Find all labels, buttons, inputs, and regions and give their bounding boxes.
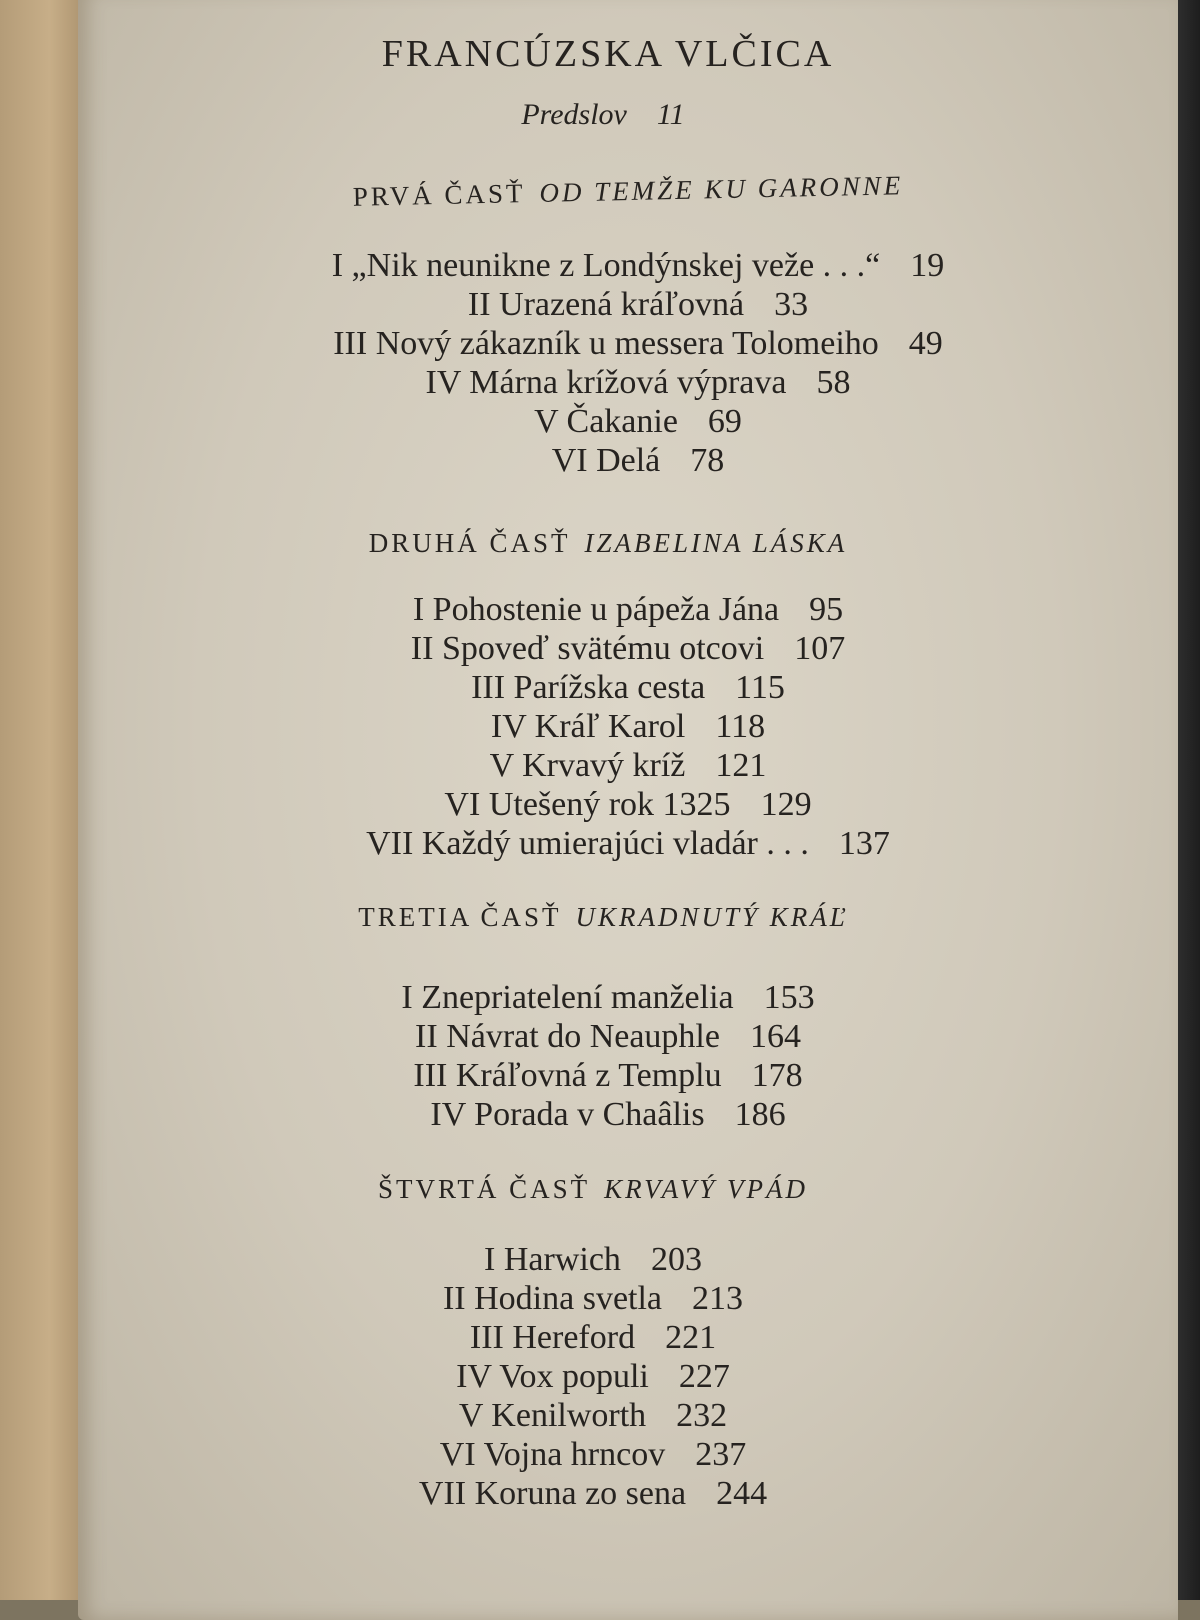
part-heading — [78, 164, 1178, 218]
chapter-number: II — [415, 1018, 438, 1055]
chapter-number: IV — [490, 708, 527, 745]
chapter-page: 137 — [838, 825, 890, 862]
chapter-entry — [58, 1095, 1158, 1134]
part-subtitle: OD TEMŽE KU GARONNE — [539, 170, 904, 208]
preface-page: 11 — [656, 98, 685, 131]
chapter-page: 221 — [665, 1319, 717, 1356]
chapter-entry — [58, 978, 1158, 1017]
book-page — [78, 0, 1178, 1620]
chapter-title: Hodina svetla — [474, 1280, 663, 1317]
chapter-page: 33 — [774, 286, 809, 323]
chapter-page: 244 — [716, 1475, 768, 1512]
chapter-number: V — [534, 403, 559, 440]
chapter-number: II — [467, 286, 491, 323]
part-heading — [58, 528, 1158, 559]
chapter-number: III — [413, 1057, 448, 1094]
chapter-number: IV — [425, 364, 461, 401]
chapter-entry — [43, 1240, 1143, 1279]
chapter-list — [58, 978, 1158, 1134]
part-label: DRUHÁ ČASŤ — [368, 528, 571, 558]
chapter-entry — [43, 1474, 1143, 1513]
chapter-number: I — [401, 979, 413, 1016]
chapter-page: 78 — [690, 442, 725, 479]
part-label: PRVÁ ČASŤ — [352, 178, 526, 212]
chapter-page: 213 — [692, 1280, 744, 1317]
chapter-title: Harwich — [503, 1241, 621, 1278]
chapter-title: Parížska cesta — [513, 669, 706, 706]
chapter-list — [78, 590, 1178, 863]
chapter-number: VII — [418, 1475, 467, 1512]
chapter-entry — [78, 746, 1178, 785]
chapter-page: 164 — [749, 1018, 801, 1055]
chapter-entry — [43, 1357, 1143, 1396]
chapter-title: Porada v Chaâlis — [474, 1096, 705, 1133]
part-subtitle: UKRADNUTÝ KRÁĽ — [575, 902, 848, 932]
chapter-page: 115 — [735, 669, 785, 706]
chapter-entry — [43, 1396, 1143, 1435]
chapter-title: Čakanie — [566, 403, 678, 440]
chapter-page: 227 — [678, 1358, 730, 1395]
chapter-entry — [78, 707, 1178, 746]
part-label: ŠTVRTÁ ČASŤ — [377, 1174, 591, 1204]
chapter-entry — [88, 285, 1188, 324]
chapter-title: Vojna hrncov — [483, 1436, 666, 1473]
chapter-title: Delá — [596, 442, 661, 479]
chapter-number: I — [331, 247, 344, 284]
chapter-page: 58 — [816, 364, 851, 401]
chapter-page: 129 — [760, 786, 812, 823]
chapter-entry — [78, 824, 1178, 863]
chapter-title: Pohostenie u pápeža Jána — [432, 591, 780, 628]
chapter-entry — [43, 1435, 1143, 1474]
chapter-entry — [43, 1318, 1143, 1357]
chapter-title: Nový zákazník u messera Tolomeiho — [375, 325, 879, 362]
chapter-title: Návrat do Neauphle — [446, 1018, 720, 1055]
chapter-entry — [58, 1017, 1158, 1056]
chapter-title: Spoveď svätému otcovi — [441, 630, 765, 667]
chapter-page: 118 — [715, 708, 766, 745]
chapter-number: II — [442, 1280, 466, 1317]
chapter-entry — [78, 785, 1178, 824]
chapter-number: III — [333, 325, 368, 362]
chapter-page: 121 — [715, 747, 767, 784]
chapter-page: 69 — [707, 403, 742, 440]
chapter-number: IV — [430, 1096, 466, 1133]
chapter-number: IV — [456, 1358, 492, 1395]
chapter-number: VI — [551, 442, 588, 479]
chapter-entry — [88, 441, 1188, 480]
chapter-page: 203 — [650, 1241, 702, 1278]
chapter-number: III — [471, 669, 506, 706]
chapter-entry — [88, 402, 1188, 441]
chapter-title: Kenilworth — [491, 1397, 647, 1434]
chapter-page: 49 — [908, 325, 943, 362]
chapter-entry — [88, 324, 1188, 363]
chapter-entry — [78, 668, 1178, 707]
part-heading — [53, 902, 1153, 933]
chapter-entry — [58, 1056, 1158, 1095]
chapter-number: II — [410, 630, 434, 667]
chapter-page: 232 — [676, 1397, 728, 1434]
chapter-title: Kráľovná z Templu — [455, 1057, 722, 1094]
preface-label: Predslov — [521, 98, 627, 131]
chapter-title: Utešený rok 1325 — [488, 786, 731, 823]
chapter-number: V — [489, 747, 514, 784]
chapter-number: V — [458, 1397, 483, 1434]
chapter-page: 153 — [763, 979, 815, 1016]
part-label: TRETIA ČASŤ — [358, 902, 562, 932]
chapter-page: 19 — [910, 247, 945, 284]
chapter-title: Urazená kráľovná — [499, 286, 745, 323]
chapter-page: 95 — [809, 591, 844, 628]
chapter-number: VI — [439, 1436, 476, 1473]
chapter-title: Koruna zo sena — [474, 1475, 687, 1512]
chapter-page: 178 — [751, 1057, 803, 1094]
chapter-entry — [78, 629, 1178, 668]
chapter-page: 186 — [734, 1096, 786, 1133]
chapter-entry — [43, 1279, 1143, 1318]
preface-entry — [53, 98, 1153, 132]
chapter-entry — [88, 363, 1188, 402]
chapter-page: 237 — [695, 1436, 747, 1473]
chapter-title: Každý umierajúci vladár . . . — [421, 825, 809, 862]
chapter-number: I — [484, 1241, 496, 1278]
part-subtitle: IZABELINA LÁSKA — [584, 528, 848, 558]
chapter-entry — [78, 590, 1178, 629]
chapter-title: Hereford — [512, 1319, 636, 1356]
chapter-title: Márna krížová výprava — [469, 364, 787, 401]
chapter-page: 107 — [794, 630, 846, 667]
part-heading — [43, 1174, 1143, 1205]
chapter-entry — [88, 246, 1188, 285]
chapter-number: III — [469, 1319, 504, 1356]
book-title: FRANCÚZSKA VLČICA — [381, 33, 835, 75]
chapter-number: I — [412, 591, 425, 628]
chapter-title: Krvavý kríž — [522, 747, 686, 784]
chapter-title: Znepriatelení manželia — [421, 979, 734, 1016]
chapter-title: „Nik neunikne z Londýnskej veže . . .“ — [351, 247, 881, 284]
chapter-list — [43, 1240, 1143, 1513]
part-subtitle: KRVAVÝ VPÁD — [604, 1174, 809, 1204]
chapter-list — [88, 246, 1188, 480]
chapter-number: VI — [444, 786, 481, 823]
chapter-number: VII — [366, 825, 414, 862]
chapter-title: Vox populi — [499, 1358, 649, 1395]
chapter-title: Kráľ Karol — [534, 708, 686, 745]
